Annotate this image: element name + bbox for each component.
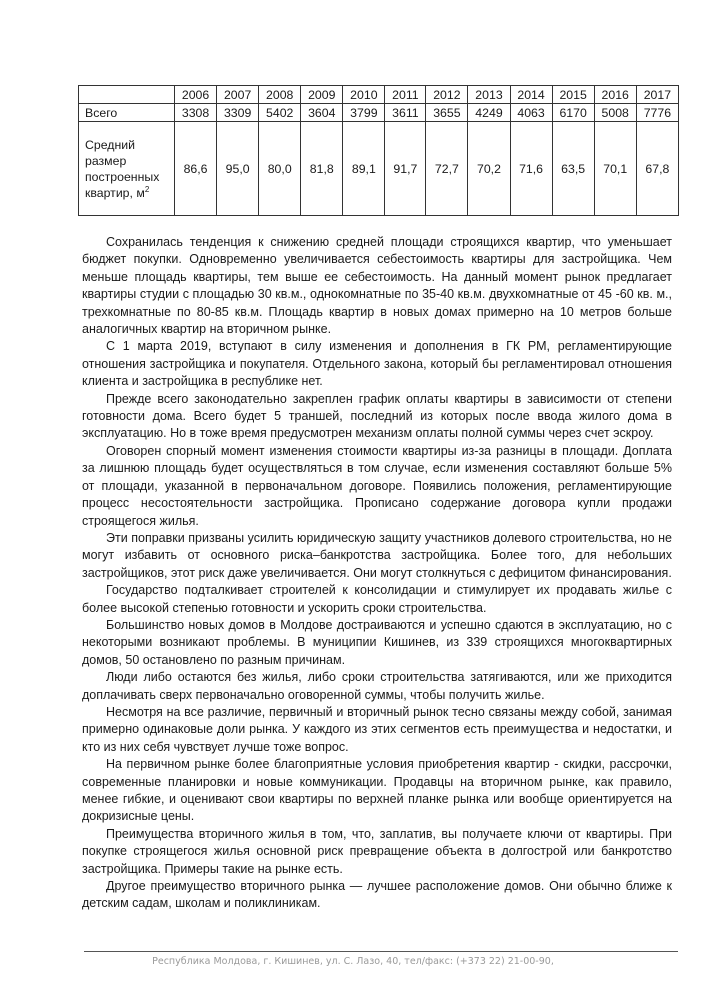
table-cell: 67,8	[636, 122, 678, 216]
table-cell: 3309	[217, 104, 259, 122]
row-label-line: построенных	[85, 169, 160, 184]
paragraph: Эти поправки призваны усилить юридическую защиту участников долевого строительства, но не могут избавить от основного риска–банкротства застройщика. Более того, для небольших застройщиков, этот риск даже увеличивается. Они могут столкнуться с дефицитом финансирования.	[82, 530, 672, 580]
table-cell: 7776	[636, 104, 678, 122]
apartments-statistics-table	[78, 85, 679, 216]
table-cell: 5008	[594, 104, 636, 122]
table-row-average-size	[79, 122, 679, 216]
footer-address: Республика Молдова, г. Кишинев, ул. С. Лазо, 40, тел/факс: (+373 22) 21-00-90,	[152, 956, 554, 967]
paragraph: На первичном рынке более благоприятные условия приобретения квартир - скидки, рассрочки, современные планировки и новые коммуникации. Продавцы на вторичном рынке, как правило, менее гибкие, и оценивают свои квартиры по верхней планке рынка или вообще ориентируется на докризисные цены.	[82, 757, 672, 824]
table-cell: 3655	[426, 104, 468, 122]
table-cell: 3611	[385, 104, 426, 122]
paragraph: Оговорен спорный момент изменения стоимости квартиры из-за разницы в площади. Доплата за лишнюю площадь будет осуществляться в том случае, если изменения составляют больше 5% от площади, указанной в первоначальном договоре. Появились положения, регламентирующие процесс несостоятельности застройщика. Прописано содержание договора купли продажи строящегося жилья.	[82, 443, 672, 528]
table-cell: 4063	[510, 104, 552, 122]
table-cell: 6170	[552, 104, 594, 122]
year-header-cell: 2012	[426, 86, 468, 104]
row-label-line: квартир, м	[85, 185, 145, 200]
year-header-cell: 2010	[343, 86, 385, 104]
paragraph: Люди либо остаются без жилья, либо сроки строительства затягиваются, или же приходится доплачивать сверх первоначально оговоренной суммы, чтобы получить жилье.	[82, 670, 672, 702]
table-cell: 89,1	[343, 122, 385, 216]
table-cell: 5402	[259, 104, 301, 122]
year-header-cell: 2013	[468, 86, 510, 104]
row-label-total: Всего	[79, 104, 175, 122]
table-row-total	[79, 104, 679, 122]
row-label-line: размер	[85, 153, 127, 168]
table-header-row	[79, 86, 679, 104]
table-cell: 81,8	[301, 122, 343, 216]
year-header-cell: 2014	[510, 86, 552, 104]
table-cell: 95,0	[217, 122, 259, 216]
paragraph: Большинство новых домов в Молдове достраиваются и успешно сдаются в эксплуатацию, но с некоторыми возникают проблемы. В муниципии Кишинев, из 339 строящихся многоквартирных домов, 50 остановлено по разным причинам.	[82, 617, 672, 667]
table-cell: 70,1	[594, 122, 636, 216]
superscript: 2	[144, 184, 150, 194]
paragraph: Несмотря на все различие, первичный и вторичный рынок тесно связаны между собой, занимая примерно одинаковые доли рынка. У каждого из этих сегментов есть преимущества и недостатки, и кто из них себя чувствует лучше тоже вопрос.	[82, 704, 672, 754]
year-header-cell: 2007	[217, 86, 259, 104]
year-header-cell: 2006	[175, 86, 217, 104]
table-cell: 4249	[468, 104, 510, 122]
paragraph: Другое преимущество вторичного рынка — лучшее расположение домов. Они обычно ближе к детским садам, школам и поликлиникам.	[82, 879, 672, 911]
table-cell: 63,5	[552, 122, 594, 216]
footer-divider	[84, 951, 678, 952]
row-label-line: Средний	[85, 137, 135, 152]
year-header-cell: 2008	[259, 86, 301, 104]
year-header-cell: 2017	[636, 86, 678, 104]
table-cell: 72,7	[426, 122, 468, 216]
year-header-cell: 2015	[552, 86, 594, 104]
paragraph: С 1 марта 2019, вступают в силу изменения и дополнения в ГК РМ, регламентирующие отношения застройщика и покупателя. Отдельного закона, который бы регламентировал отношения клиента и застройщика в республике нет.	[82, 339, 672, 389]
body-text	[82, 234, 672, 913]
row-label-average-size	[79, 122, 175, 216]
paragraph: Сохранилась тенденция к снижению средней площади строящихся квартир, что уменьшает бюджет покупки. Одновременно увеличивается себестоимость квартиры для застройщика. Чем меньше площадь квартиры, тем выше ее себестоимость. На данный момент рынок предлагает квартиры студии с площадью 30 кв.м., однокомнатные по 35-40 кв.м. двухкомнатные от 45 -60 кв. м., трехкомнатные по 80-85 кв.м. Площадь квартир в новых домах примерно на 10 метров больше аналогичных квартир на вторичном рынке.	[82, 235, 672, 337]
paragraph: Преимущества вторичного жилья в том, что, заплатив, вы получаете ключи от квартиры. При покупке строящегося жилья основной риск превращение объекта в долгострой или банкротство застройщика. Примеры такие на рынке есть.	[82, 826, 672, 876]
table-cell: 70,2	[468, 122, 510, 216]
header-corner-cell	[79, 86, 175, 104]
table-cell: 80,0	[259, 122, 301, 216]
table-cell: 3604	[301, 104, 343, 122]
year-header-cell: 2016	[594, 86, 636, 104]
paragraph: Прежде всего законодательно закреплен график оплаты квартиры в зависимости от степени готовности дома. Всего будет 5 траншей, последний из которых после ввода жилого дома в эксплуатацию. Но в тоже время предусмотрен механизм оплаты полной суммы через счет эскроу.	[82, 391, 672, 441]
table-cell: 86,6	[175, 122, 217, 216]
year-header-cell: 2011	[385, 86, 426, 104]
table-cell: 3799	[343, 104, 385, 122]
paragraph: Государство подталкивает строителей к консолидации и стимулирует их продавать жилье с более высокой степенью готовности и ускорить сроки строительства.	[82, 583, 672, 615]
table-cell: 3308	[175, 104, 217, 122]
table-cell: 71,6	[510, 122, 552, 216]
year-header-cell: 2009	[301, 86, 343, 104]
table-cell: 91,7	[385, 122, 426, 216]
